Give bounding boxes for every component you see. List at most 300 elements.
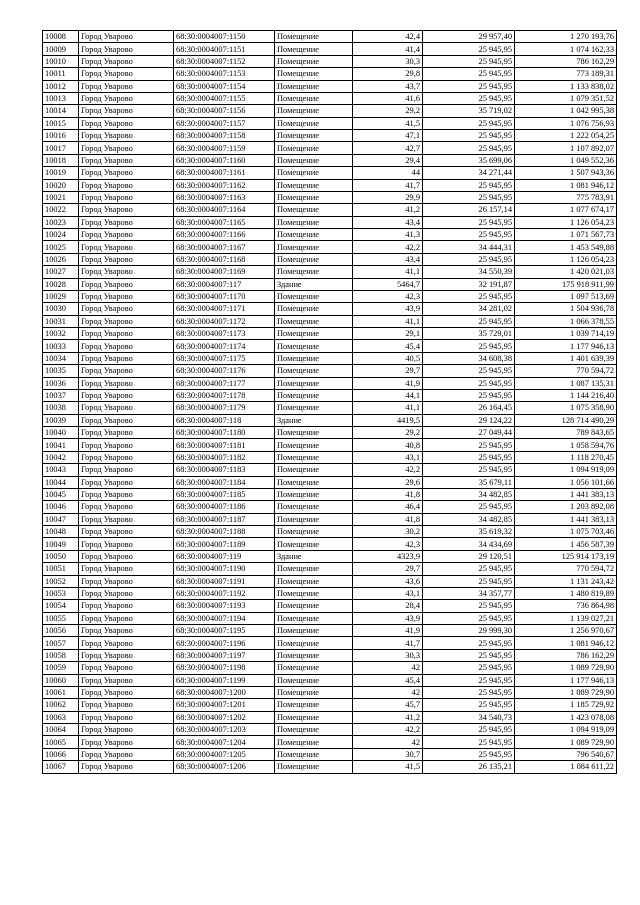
- row-number-cell: 10039: [43, 414, 79, 426]
- row-number-cell: 10046: [43, 501, 79, 513]
- cadastral-value-cell: 736 864,98: [515, 600, 617, 612]
- locality-cell: Город Уварово: [79, 68, 174, 80]
- table-row: [43, 80, 617, 92]
- unit-value-cell: 25 945,95: [423, 563, 515, 575]
- area-cell: 43,4: [353, 216, 423, 228]
- row-number-cell: 10009: [43, 43, 79, 55]
- row-number-cell: 10023: [43, 216, 79, 228]
- table-row: [43, 130, 617, 142]
- cadastral-value-cell: 789 843,65: [515, 427, 617, 439]
- unit-value-cell: 25 945,95: [423, 142, 515, 154]
- row-number-cell: 10030: [43, 303, 79, 315]
- cadastral-number-cell: 68:30:0004007:1157: [174, 117, 275, 129]
- row-number-cell: 10024: [43, 229, 79, 241]
- table-row: [43, 216, 617, 228]
- area-cell: 47,1: [353, 130, 423, 142]
- area-cell: 43,9: [353, 303, 423, 315]
- cadastral-value-cell: 1 441 383,13: [515, 488, 617, 500]
- row-number-cell: 10062: [43, 699, 79, 711]
- row-number-cell: 10067: [43, 761, 79, 773]
- cadastral-value-cell: 1 087 135,31: [515, 377, 617, 389]
- object-type-cell: Помещение: [275, 526, 353, 538]
- unit-value-cell: 25 945,95: [423, 686, 515, 698]
- locality-cell: Город Уварово: [79, 315, 174, 327]
- cadastral-number-cell: 68:30:0004007:1197: [174, 649, 275, 661]
- unit-value-cell: 29 999,30: [423, 625, 515, 637]
- object-type-cell: Помещение: [275, 575, 353, 587]
- cadastral-value-cell: 1 420 021,03: [515, 266, 617, 278]
- object-type-cell: Здание: [275, 278, 353, 290]
- object-type-cell: Помещение: [275, 587, 353, 599]
- row-number-cell: 10025: [43, 241, 79, 253]
- cadastral-value-cell: 1 118 270,45: [515, 451, 617, 463]
- table-row: [43, 587, 617, 599]
- unit-value-cell: 35 619,32: [423, 526, 515, 538]
- cadastral-number-cell: 68:30:0004007:1164: [174, 204, 275, 216]
- cadastral-value-cell: 1 056 101,66: [515, 476, 617, 488]
- table-row: [43, 389, 617, 401]
- row-number-cell: 10017: [43, 142, 79, 154]
- cadastral-number-cell: 68:30:0004007:1171: [174, 303, 275, 315]
- area-cell: 29,2: [353, 105, 423, 117]
- object-type-cell: Помещение: [275, 352, 353, 364]
- object-type-cell: Помещение: [275, 649, 353, 661]
- cadastral-value-cell: 796 540,67: [515, 748, 617, 760]
- cadastral-number-cell: 68:30:0004007:1172: [174, 315, 275, 327]
- row-number-cell: 10013: [43, 92, 79, 104]
- unit-value-cell: 25 945,95: [423, 451, 515, 463]
- area-cell: 29,7: [353, 563, 423, 575]
- object-type-cell: Помещение: [275, 55, 353, 67]
- row-number-cell: 10026: [43, 253, 79, 265]
- locality-cell: Город Уварово: [79, 464, 174, 476]
- area-cell: 29,1: [353, 328, 423, 340]
- unit-value-cell: 25 945,95: [423, 229, 515, 241]
- cadastral-value-cell: 1 401 639,39: [515, 352, 617, 364]
- locality-cell: Город Уварово: [79, 303, 174, 315]
- unit-value-cell: 34 608,38: [423, 352, 515, 364]
- object-type-cell: Помещение: [275, 229, 353, 241]
- cadastral-value-cell: 1 256 970,67: [515, 625, 617, 637]
- row-number-cell: 10058: [43, 649, 79, 661]
- unit-value-cell: 25 945,95: [423, 439, 515, 451]
- object-type-cell: Помещение: [275, 501, 353, 513]
- row-number-cell: 10032: [43, 328, 79, 340]
- unit-value-cell: 34 482,85: [423, 513, 515, 525]
- locality-cell: Город Уварово: [79, 625, 174, 637]
- area-cell: 42: [353, 662, 423, 674]
- unit-value-cell: 25 945,95: [423, 365, 515, 377]
- cadastral-number-cell: 68:30:0004007:1163: [174, 191, 275, 203]
- table-row: [43, 278, 617, 290]
- unit-value-cell: 25 945,95: [423, 315, 515, 327]
- object-type-cell: Помещение: [275, 724, 353, 736]
- area-cell: 30,2: [353, 526, 423, 538]
- cadastral-value-cell: 770 594,72: [515, 563, 617, 575]
- cadastral-value-cell: 786 162,29: [515, 55, 617, 67]
- area-cell: 41,8: [353, 513, 423, 525]
- cadastral-number-cell: 68:30:0004007:1155: [174, 92, 275, 104]
- locality-cell: Город Уварово: [79, 575, 174, 587]
- cadastral-number-cell: 68:30:0004007:1193: [174, 600, 275, 612]
- cadastral-value-cell: 1 049 552,36: [515, 154, 617, 166]
- cadastral-value-cell: 1 107 892,07: [515, 142, 617, 154]
- object-type-cell: Помещение: [275, 216, 353, 228]
- cadastral-number-cell: 68:30:0004007:1198: [174, 662, 275, 674]
- cadastral-value-cell: 1 177 946,13: [515, 340, 617, 352]
- unit-value-cell: 25 945,95: [423, 340, 515, 352]
- object-type-cell: Помещение: [275, 105, 353, 117]
- object-type-cell: Помещение: [275, 625, 353, 637]
- cadastral-number-cell: 68:30:0004007:1177: [174, 377, 275, 389]
- cadastral-number-cell: 68:30:0004007:1162: [174, 179, 275, 191]
- table-row: [43, 92, 617, 104]
- locality-cell: Город Уварово: [79, 637, 174, 649]
- locality-cell: Город Уварово: [79, 761, 174, 773]
- object-type-cell: Помещение: [275, 711, 353, 723]
- cadastral-value-cell: 1 081 946,12: [515, 637, 617, 649]
- table-row: [43, 736, 617, 748]
- table-row: [43, 724, 617, 736]
- area-cell: 45,4: [353, 340, 423, 352]
- row-number-cell: 10035: [43, 365, 79, 377]
- cadastral-value-cell: 1 081 946,12: [515, 179, 617, 191]
- table-row: [43, 229, 617, 241]
- cadastral-value-cell: 125 914 173,19: [515, 550, 617, 562]
- table-row: [43, 191, 617, 203]
- unit-value-cell: 25 945,95: [423, 649, 515, 661]
- locality-cell: Город Уварово: [79, 117, 174, 129]
- area-cell: 29,2: [353, 427, 423, 439]
- object-type-cell: Помещение: [275, 92, 353, 104]
- unit-value-cell: 25 945,95: [423, 253, 515, 265]
- unit-value-cell: 25 945,95: [423, 501, 515, 513]
- unit-value-cell: 34 482,85: [423, 488, 515, 500]
- cadastral-number-cell: 68:30:0004007:1160: [174, 154, 275, 166]
- table-row: [43, 686, 617, 698]
- row-number-cell: 10037: [43, 389, 79, 401]
- cadastral-value-cell: 1 144 216,40: [515, 389, 617, 401]
- locality-cell: Город Уварово: [79, 167, 174, 179]
- row-number-cell: 10031: [43, 315, 79, 327]
- locality-cell: Город Уварово: [79, 216, 174, 228]
- area-cell: 5464,7: [353, 278, 423, 290]
- locality-cell: Город Уварово: [79, 55, 174, 67]
- object-type-cell: Помещение: [275, 637, 353, 649]
- cadastral-value-cell: 1 094 919,09: [515, 464, 617, 476]
- cadastral-number-cell: 68:30:0004007:1195: [174, 625, 275, 637]
- unit-value-cell: 25 945,95: [423, 637, 515, 649]
- cadastral-value-cell: 1 094 919,09: [515, 724, 617, 736]
- cadastral-number-cell: 68:30:0004007:1166: [174, 229, 275, 241]
- locality-cell: Город Уварово: [79, 154, 174, 166]
- locality-cell: Город Уварово: [79, 191, 174, 203]
- area-cell: 43,7: [353, 80, 423, 92]
- table-row: [43, 662, 617, 674]
- row-number-cell: 10019: [43, 167, 79, 179]
- object-type-cell: Помещение: [275, 31, 353, 43]
- cadastral-value-cell: 1 126 054,23: [515, 253, 617, 265]
- cadastral-number-cell: 68:30:0004007:1153: [174, 68, 275, 80]
- cadastral-number-cell: 68:30:0004007:1192: [174, 587, 275, 599]
- row-number-cell: 10014: [43, 105, 79, 117]
- row-number-cell: 10016: [43, 130, 79, 142]
- locality-cell: Город Уварово: [79, 612, 174, 624]
- cadastral-value-cell: 1 075 358,90: [515, 402, 617, 414]
- cadastral-number-cell: 68:30:0004007:1190: [174, 563, 275, 575]
- locality-cell: Город Уварово: [79, 587, 174, 599]
- object-type-cell: Помещение: [275, 303, 353, 315]
- row-number-cell: 10065: [43, 736, 79, 748]
- locality-cell: Город Уварово: [79, 92, 174, 104]
- row-number-cell: 10043: [43, 464, 79, 476]
- cadastral-number-cell: 68:30:0004007:1176: [174, 365, 275, 377]
- cadastral-number-cell: 68:30:0004007:1179: [174, 402, 275, 414]
- locality-cell: Город Уварово: [79, 501, 174, 513]
- cadastral-number-cell: 68:30:0004007:1169: [174, 266, 275, 278]
- object-type-cell: Помещение: [275, 328, 353, 340]
- cadastral-value-cell: 1 079 351,52: [515, 92, 617, 104]
- object-type-cell: Помещение: [275, 253, 353, 265]
- cadastral-value-cell: 1 139 027,21: [515, 612, 617, 624]
- row-number-cell: 10008: [43, 31, 79, 43]
- unit-value-cell: 29 957,40: [423, 31, 515, 43]
- table-row: [43, 303, 617, 315]
- object-type-cell: Здание: [275, 550, 353, 562]
- cadastral-value-cell: 175 918 911,99: [515, 278, 617, 290]
- object-type-cell: Помещение: [275, 513, 353, 525]
- locality-cell: Город Уварово: [79, 340, 174, 352]
- unit-value-cell: 25 945,95: [423, 600, 515, 612]
- cadastral-number-cell: 68:30:0004007:1203: [174, 724, 275, 736]
- unit-value-cell: 25 945,95: [423, 117, 515, 129]
- table-row: [43, 538, 617, 550]
- unit-value-cell: 34 281,02: [423, 303, 515, 315]
- area-cell: 29,8: [353, 68, 423, 80]
- object-type-cell: Помещение: [275, 563, 353, 575]
- row-number-cell: 10038: [43, 402, 79, 414]
- cadastral-value-cell: 1 456 587,39: [515, 538, 617, 550]
- cadastral-number-cell: 68:30:0004007:1159: [174, 142, 275, 154]
- locality-cell: Город Уварово: [79, 352, 174, 364]
- unit-value-cell: 29 120,51: [423, 550, 515, 562]
- table-row: [43, 365, 617, 377]
- object-type-cell: Помещение: [275, 538, 353, 550]
- unit-value-cell: 25 945,95: [423, 724, 515, 736]
- table-row: [43, 340, 617, 352]
- cadastral-number-cell: 68:30:0004007:1204: [174, 736, 275, 748]
- row-number-cell: 10053: [43, 587, 79, 599]
- table-row: [43, 328, 617, 340]
- table-row: [43, 68, 617, 80]
- table-row: [43, 179, 617, 191]
- locality-cell: Город Уварово: [79, 266, 174, 278]
- table-row: [43, 241, 617, 253]
- locality-cell: Город Уварово: [79, 142, 174, 154]
- table-row: [43, 649, 617, 661]
- cadastral-value-cell: 1 097 513,69: [515, 290, 617, 302]
- object-type-cell: Помещение: [275, 167, 353, 179]
- cadastral-number-cell: 68:30:0004007:1199: [174, 674, 275, 686]
- unit-value-cell: 34 444,31: [423, 241, 515, 253]
- locality-cell: Город Уварово: [79, 439, 174, 451]
- cadastral-value-cell: 1 071 567,73: [515, 229, 617, 241]
- area-cell: 44,1: [353, 389, 423, 401]
- table-row: [43, 402, 617, 414]
- object-type-cell: Помещение: [275, 117, 353, 129]
- row-number-cell: 10042: [43, 451, 79, 463]
- area-cell: 41,8: [353, 488, 423, 500]
- locality-cell: Город Уварово: [79, 290, 174, 302]
- unit-value-cell: 25 945,95: [423, 662, 515, 674]
- area-cell: 30,3: [353, 55, 423, 67]
- area-cell: 42,3: [353, 290, 423, 302]
- object-type-cell: Помещение: [275, 402, 353, 414]
- unit-value-cell: 25 945,95: [423, 130, 515, 142]
- unit-value-cell: 25 945,95: [423, 92, 515, 104]
- cadastral-value-cell: 1 203 892,08: [515, 501, 617, 513]
- cadastral-number-cell: 68:30:0004007:1178: [174, 389, 275, 401]
- cadastral-value-cell: 786 162,29: [515, 649, 617, 661]
- unit-value-cell: 25 945,95: [423, 55, 515, 67]
- object-type-cell: Помещение: [275, 241, 353, 253]
- unit-value-cell: 25 945,95: [423, 389, 515, 401]
- row-number-cell: 10047: [43, 513, 79, 525]
- cadastral-number-cell: 68:30:0004007:119: [174, 550, 275, 562]
- area-cell: 41,4: [353, 43, 423, 55]
- locality-cell: Город Уварово: [79, 43, 174, 55]
- cadastral-value-cell: 1 076 756,93: [515, 117, 617, 129]
- cadastral-number-cell: 68:30:0004007:1181: [174, 439, 275, 451]
- table-row: [43, 501, 617, 513]
- area-cell: 41,2: [353, 711, 423, 723]
- unit-value-cell: 25 945,95: [423, 80, 515, 92]
- area-cell: 29,4: [353, 154, 423, 166]
- cadastral-number-cell: 68:30:0004007:1186: [174, 501, 275, 513]
- cadastral-value-cell: 1 089 729,90: [515, 686, 617, 698]
- row-number-cell: 10064: [43, 724, 79, 736]
- area-cell: 41,2: [353, 204, 423, 216]
- area-cell: 42,3: [353, 538, 423, 550]
- cadastral-value-cell: 1 133 838,02: [515, 80, 617, 92]
- cadastral-value-cell: 1 075 703,46: [515, 526, 617, 538]
- unit-value-cell: 35 679,11: [423, 476, 515, 488]
- cadastral-value-cell: 1 089 729,90: [515, 736, 617, 748]
- cadastral-number-cell: 68:30:0004007:1184: [174, 476, 275, 488]
- cadastral-value-cell: 1 441 383,13: [515, 513, 617, 525]
- cadastral-value-cell: 773 189,31: [515, 68, 617, 80]
- area-cell: 42,4: [353, 31, 423, 43]
- object-type-cell: Помещение: [275, 154, 353, 166]
- table-row: [43, 451, 617, 463]
- table-row: [43, 315, 617, 327]
- unit-value-cell: 26 157,14: [423, 204, 515, 216]
- object-type-cell: Помещение: [275, 43, 353, 55]
- object-type-cell: Помещение: [275, 142, 353, 154]
- unit-value-cell: 25 945,95: [423, 575, 515, 587]
- cadastral-number-cell: 68:30:0004007:1185: [174, 488, 275, 500]
- table-row: [43, 637, 617, 649]
- cadastral-number-cell: 68:30:0004007:1187: [174, 513, 275, 525]
- cadastral-number-cell: 68:30:0004007:1165: [174, 216, 275, 228]
- object-type-cell: Помещение: [275, 377, 353, 389]
- object-type-cell: Помещение: [275, 686, 353, 698]
- object-type-cell: Помещение: [275, 464, 353, 476]
- area-cell: 42,2: [353, 724, 423, 736]
- locality-cell: Город Уварово: [79, 365, 174, 377]
- cadastral-value-cell: 128 714 490,29: [515, 414, 617, 426]
- row-number-cell: 10052: [43, 575, 79, 587]
- unit-value-cell: 25 945,95: [423, 699, 515, 711]
- locality-cell: Город Уварово: [79, 80, 174, 92]
- table-row: [43, 575, 617, 587]
- cadastral-number-cell: 68:30:0004007:1201: [174, 699, 275, 711]
- locality-cell: Город Уварово: [79, 686, 174, 698]
- cadastral-value-cell: 1 185 729,92: [515, 699, 617, 711]
- locality-cell: Город Уварово: [79, 736, 174, 748]
- unit-value-cell: 25 945,95: [423, 612, 515, 624]
- cadastral-value-cell: 1 504 936,78: [515, 303, 617, 315]
- unit-value-cell: 25 945,95: [423, 377, 515, 389]
- table-row: [43, 427, 617, 439]
- unit-value-cell: 27 049,44: [423, 427, 515, 439]
- object-type-cell: Помещение: [275, 439, 353, 451]
- row-number-cell: 10022: [43, 204, 79, 216]
- area-cell: 42,2: [353, 464, 423, 476]
- area-cell: 43,6: [353, 575, 423, 587]
- object-type-cell: Помещение: [275, 736, 353, 748]
- area-cell: 42: [353, 736, 423, 748]
- row-number-cell: 10041: [43, 439, 79, 451]
- table-row: [43, 266, 617, 278]
- locality-cell: Город Уварово: [79, 179, 174, 191]
- row-number-cell: 10054: [43, 600, 79, 612]
- unit-value-cell: 34 357,77: [423, 587, 515, 599]
- area-cell: 43,1: [353, 587, 423, 599]
- cadastral-value-cell: 1 077 674,17: [515, 204, 617, 216]
- cadastral-number-cell: 68:30:0004007:1196: [174, 637, 275, 649]
- unit-value-cell: 34 540,73: [423, 711, 515, 723]
- cadastral-value-cell: 1 480 819,89: [515, 587, 617, 599]
- unit-value-cell: 25 945,95: [423, 216, 515, 228]
- table-row: [43, 154, 617, 166]
- cadastral-value-cell: 1 507 943,36: [515, 167, 617, 179]
- row-number-cell: 10020: [43, 179, 79, 191]
- object-type-cell: Помещение: [275, 488, 353, 500]
- cadastral-number-cell: 68:30:0004007:1151: [174, 43, 275, 55]
- area-cell: 45,7: [353, 699, 423, 711]
- cadastral-number-cell: 68:30:0004007:1158: [174, 130, 275, 142]
- table-body: [43, 31, 617, 774]
- unit-value-cell: 34 271,44: [423, 167, 515, 179]
- table-row: [43, 464, 617, 476]
- cadastral-value-cell: 1 453 549,88: [515, 241, 617, 253]
- row-number-cell: 10055: [43, 612, 79, 624]
- object-type-cell: Помещение: [275, 266, 353, 278]
- table-row: [43, 352, 617, 364]
- row-number-cell: 10051: [43, 563, 79, 575]
- locality-cell: Город Уварово: [79, 31, 174, 43]
- cadastral-value-cell: 1 084 611,22: [515, 761, 617, 773]
- area-cell: 4419,5: [353, 414, 423, 426]
- object-type-cell: Помещение: [275, 761, 353, 773]
- unit-value-cell: 25 945,95: [423, 68, 515, 80]
- area-cell: 40,8: [353, 439, 423, 451]
- unit-value-cell: 34 434,69: [423, 538, 515, 550]
- area-cell: 40,5: [353, 352, 423, 364]
- area-cell: 41,9: [353, 377, 423, 389]
- locality-cell: Город Уварово: [79, 389, 174, 401]
